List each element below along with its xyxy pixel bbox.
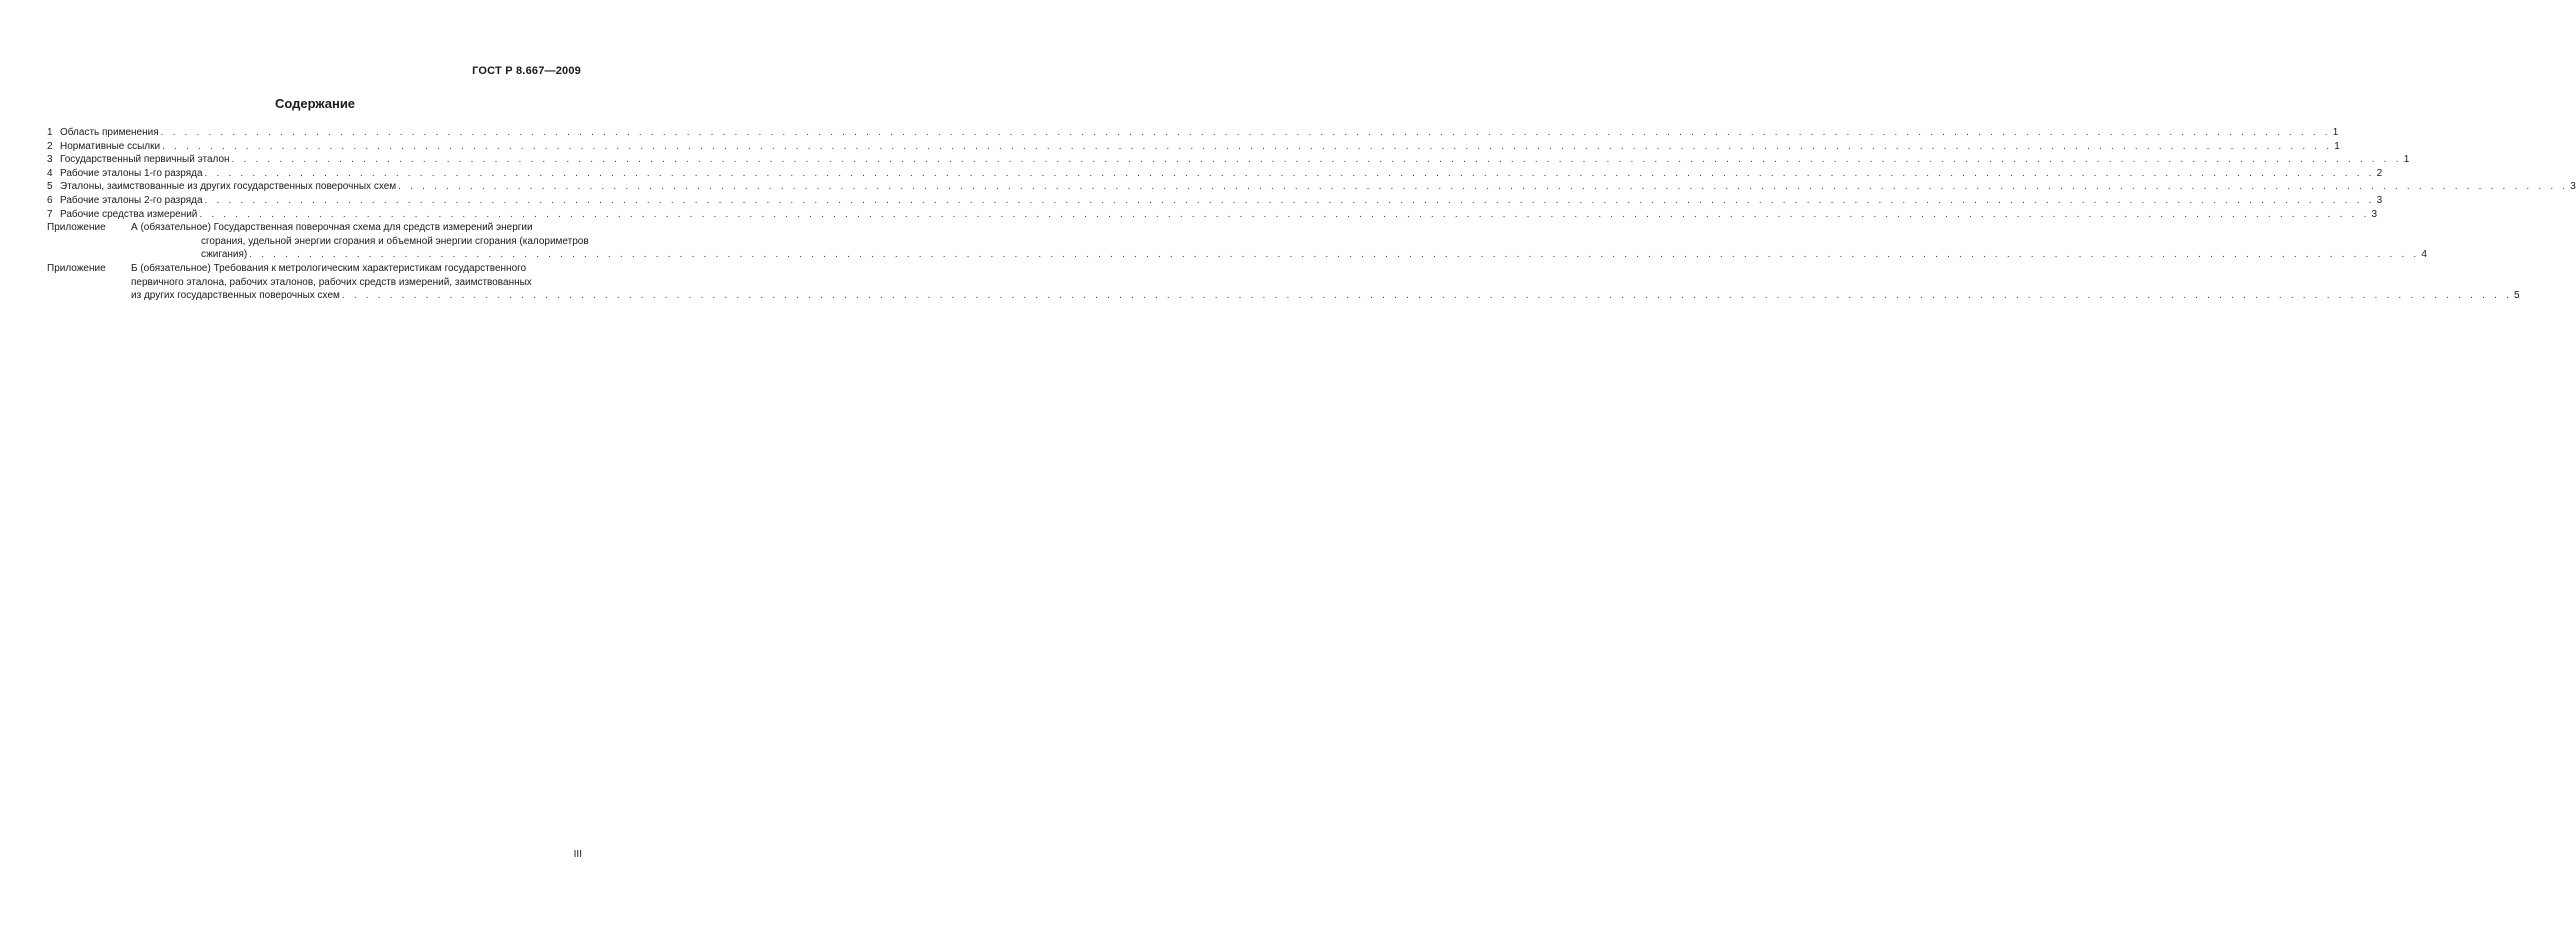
toc-entry-page: 3 (2570, 181, 2576, 193)
toc-entry-page: 2 (2376, 167, 2383, 179)
toc-entry-page: 1 (2332, 127, 2339, 138)
toc-entry-number: 7 (47, 208, 53, 220)
appendix-last-line (131, 289, 2520, 303)
document-code: ГОСТ Р 8.667—2009 (472, 65, 581, 77)
dot-leader (205, 194, 2375, 208)
appendix-label: Приложение (47, 262, 106, 274)
appendix-title-line: сжигания) (201, 249, 248, 261)
toc-entry-page: 1 (2403, 154, 2410, 166)
toc-entry-7[interactable] (47, 208, 2378, 222)
appendix-title-line: из других государственных поверочных схем (131, 290, 340, 302)
toc-entry-title: Область применения (60, 127, 159, 138)
appendix-body (131, 221, 2427, 262)
appendix-last-line (131, 248, 2427, 262)
toc-entry-2[interactable] (47, 140, 2340, 154)
toc-entry-title: Государственный первичный эталон (60, 154, 230, 166)
dot-leader (342, 289, 2512, 303)
toc-entry-number: 6 (47, 194, 53, 206)
appendix-title-line: Б (обязательное) Требования к метрологическим характеристикам государственного (131, 262, 527, 274)
toc-entry-title: Рабочие средства измерений (60, 208, 198, 220)
toc-entry-title: Эталоны, заимствованные из других государственных поверочных схем (60, 181, 397, 193)
toc-appendix-b[interactable] (47, 262, 2520, 303)
appendix-title-line: А (обязательное) Государственная поверочная схема для средств измерений энергии (131, 222, 533, 234)
toc-entry-title: Рабочие эталоны 1-го разряда (60, 167, 203, 179)
toc-entry-4[interactable] (47, 167, 2383, 181)
appendix-title-line: первичного эталона, рабочих эталонов, рабочих средств измерений, заимствованных (131, 276, 532, 288)
toc-entry-3[interactable] (47, 153, 2410, 167)
page-number: III (573, 849, 582, 860)
toc-entry-number: 5 (47, 181, 53, 193)
dot-leader (398, 180, 2568, 194)
toc-entry-page: 5 (2514, 290, 2520, 302)
toc-entry-title: Нормативные ссылки (60, 140, 161, 152)
toc-entry-number: 3 (47, 154, 53, 166)
dot-leader (199, 208, 2369, 222)
appendix-title-line: сгорания, удельной энергии сгорания и объемной энергии сгорания (калориметров (201, 235, 589, 247)
dot-leader (249, 248, 2419, 262)
toc-entry-page: 3 (2376, 194, 2383, 206)
toc-entry-number: 1 (47, 127, 53, 138)
toc-entry-1[interactable] (47, 126, 2339, 140)
table-of-contents (47, 126, 2576, 303)
toc-entry-title: Рабочие эталоны 2-го разряда (60, 194, 203, 206)
dot-leader (232, 153, 2402, 167)
toc-entry-6[interactable] (47, 194, 2383, 208)
toc-entry-page: 3 (2371, 208, 2378, 220)
toc-entry-5[interactable] (47, 180, 2576, 194)
toc-appendix-a[interactable] (47, 221, 2427, 262)
dot-leader (205, 167, 2375, 181)
appendix-label: Приложение (47, 222, 106, 234)
dot-leader (162, 140, 2332, 154)
toc-entry-number: 4 (47, 167, 53, 179)
toc-entry-number: 2 (47, 140, 53, 152)
toc-entry-page: 1 (2334, 140, 2340, 152)
appendix-body (131, 262, 2520, 303)
dot-leader (161, 126, 2331, 140)
toc-entry-page: 4 (2421, 249, 2427, 261)
toc-title: Содержание (274, 96, 356, 111)
